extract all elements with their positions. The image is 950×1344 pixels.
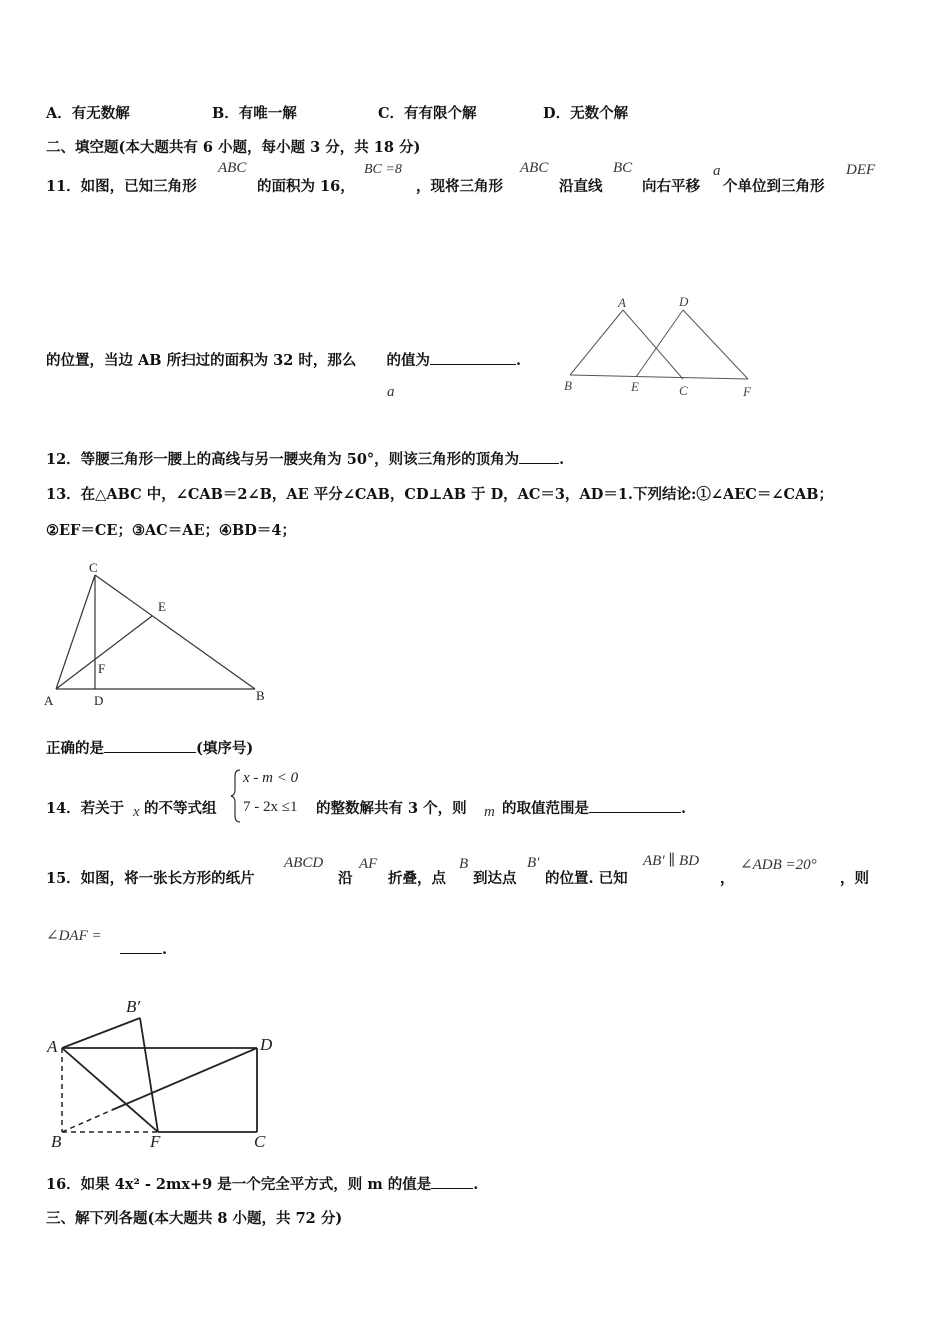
q11-answer-blank[interactable] [430, 352, 516, 365]
q15-fig-label-b-prime: B′ [126, 997, 141, 1016]
q11-text-6: 的值为 [386, 352, 430, 369]
q15-end: . [162, 941, 168, 958]
q11-fig-label-a: A [618, 295, 626, 310]
q11-text-2: ，现将三角形 [416, 178, 503, 195]
q13-line-2: ②EF＝CE；③AC＝AE；④BD＝4； [46, 522, 296, 539]
q13-fig-label-a: A [44, 693, 54, 708]
q14-text-2: 的整数解共有 3 个，则 [316, 800, 467, 817]
q11-bc-eq: BC =8 [364, 162, 402, 177]
q15-seg-bd-dashed [62, 1110, 112, 1132]
q11-line-2 [46, 349, 521, 370]
q14-text-1: 的不等式组 [144, 800, 217, 817]
q11-seg-de [636, 310, 683, 377]
q11-seg-bf [570, 375, 748, 379]
q13-seg-cb [95, 575, 255, 689]
q12 [46, 448, 564, 469]
q16-end: . [473, 1176, 479, 1193]
q11-abc-2: ABC [520, 160, 549, 176]
q15-fig-label-b: B [51, 1132, 62, 1151]
q11-text-3: 沿直线 [559, 178, 603, 195]
q11-seg-ab [570, 310, 623, 375]
option-d: D．无数个解 [543, 105, 629, 122]
section-2-title: 二、填空题(本大题共有 6 小题，每小题 3 分，共 18 分) [46, 139, 421, 156]
q12-answer-blank[interactable] [519, 451, 559, 464]
q11-line-2-text: 的位置，当边 AB 所扫过的面积为 32 时，那么 [46, 352, 357, 369]
q11-end: . [516, 352, 522, 369]
q13-triangle-figure [40, 560, 270, 710]
q13-answer-prefix: 正确的是 [46, 740, 104, 757]
option-b: B．有唯一解 [212, 105, 297, 122]
q15-parallel: AB′ ∥ BD [643, 853, 700, 869]
q15-seg-bd [112, 1048, 257, 1110]
q13-answer-suffix: (填序号) [196, 740, 254, 757]
q15-text-2: 折叠，点 [388, 870, 446, 887]
q13-seg-ac [56, 575, 95, 689]
q15-seg-af [62, 1048, 158, 1132]
q13-answer-blank[interactable] [104, 740, 196, 753]
q13-fig-label-c: C [89, 560, 98, 575]
q14-x: x [133, 804, 140, 820]
q12-end: . [559, 451, 565, 468]
q14-text-3: 的取值范围是 [502, 800, 589, 817]
q16-text: 16．如果 4x² - 2mx+9 是一个完全平方式，则 m 的值是 [46, 1176, 432, 1193]
q14-answer-blank[interactable] [589, 800, 681, 813]
q15-text-3: 到达点 [473, 870, 517, 887]
q12-text: 12．等腰三角形一腰上的高线与另一腰夹角为 50°，则该三角形的顶角为 [46, 451, 520, 468]
q13-fig-label-d: D [94, 693, 104, 708]
q11-a-2: a [387, 384, 395, 400]
q15-angle-daf: ∠DAF = [46, 928, 102, 944]
q11-text-5: 个单位到三角形 [723, 178, 825, 195]
q15-text-5: ，则 [840, 870, 869, 887]
q15-text-1: 沿 [338, 870, 353, 887]
q11-translation-figure [560, 292, 760, 402]
q14-range [502, 797, 686, 818]
q11-seg-df [683, 310, 748, 379]
q11-fig-label-e: E [631, 379, 639, 394]
q15-af: AF [359, 856, 378, 872]
q15-b: B [459, 856, 469, 872]
q15-b-prime: B′ [527, 855, 540, 871]
q11-abc-1: ABC [218, 160, 247, 176]
q14-m: m [484, 804, 495, 820]
q11-a-1: a [713, 163, 721, 179]
option-c: C．有有限个解 [378, 105, 477, 122]
q14-inequality-2: 7 - 2x ≤1 [243, 799, 298, 815]
q15-comma: ， [720, 870, 735, 887]
q15-fig-label-d: D [260, 1035, 273, 1054]
q16 [46, 1173, 478, 1194]
q15-angle-adb: ∠ADB =20° [740, 857, 817, 873]
q11-text-4: 向右平移 [642, 178, 700, 195]
q11-seg-ac [623, 310, 683, 379]
q13-seg-ae [56, 616, 152, 689]
q11-def: DEF [846, 162, 876, 178]
q15-fig-label-f: F [150, 1132, 161, 1151]
q13-line-1: 13．在△ABC 中，∠CAB＝2∠B，AE 平分∠CAB，CD⊥AB 于 D，AC＝3，AD＝1.下列结论:①∠AEC＝∠CAB； [46, 486, 834, 503]
q11-number: 11．如图，已知三角形 [46, 178, 197, 195]
q13-fig-label-f: F [98, 661, 106, 676]
q15-fold-figure [44, 992, 284, 1152]
q15-answer [120, 941, 167, 958]
q11-bc: BC [613, 160, 633, 176]
q15-fig-label-a: A [47, 1037, 58, 1056]
q14-brace [230, 768, 244, 824]
q15-text-4: 的位置. 已知 [545, 870, 628, 887]
q11-fig-label-d: D [679, 294, 689, 309]
q11-fig-label-c: C [679, 383, 688, 398]
q15-fig-label-c: C [254, 1132, 266, 1151]
q11-fig-label-f: F [743, 384, 751, 399]
q13-answer [46, 737, 253, 758]
q14-number: 14．若关于 [46, 800, 125, 817]
q13-fig-label-e: E [158, 599, 166, 614]
option-a: A．有无数解 [46, 105, 130, 122]
q15-seg-ab-prime [62, 1018, 140, 1048]
q13-fig-label-b: B [256, 688, 265, 703]
q14-end: . [681, 800, 687, 817]
q15-answer-blank[interactable] [120, 941, 162, 954]
q14-inequality-1: x - m < 0 [243, 770, 299, 786]
q15-number: 15．如图，将一张长方形的纸片 [46, 870, 255, 887]
q11-text-1: 的面积为 16， [257, 178, 355, 195]
q16-answer-blank[interactable] [431, 1176, 473, 1189]
q15-abcd: ABCD [284, 855, 324, 871]
q15-seg-b-prime-f [140, 1018, 158, 1132]
q11-fig-label-b: B [564, 378, 572, 393]
section-3-title: 三、解下列各题(本大题共 8 小题，共 72 分) [46, 1210, 343, 1227]
